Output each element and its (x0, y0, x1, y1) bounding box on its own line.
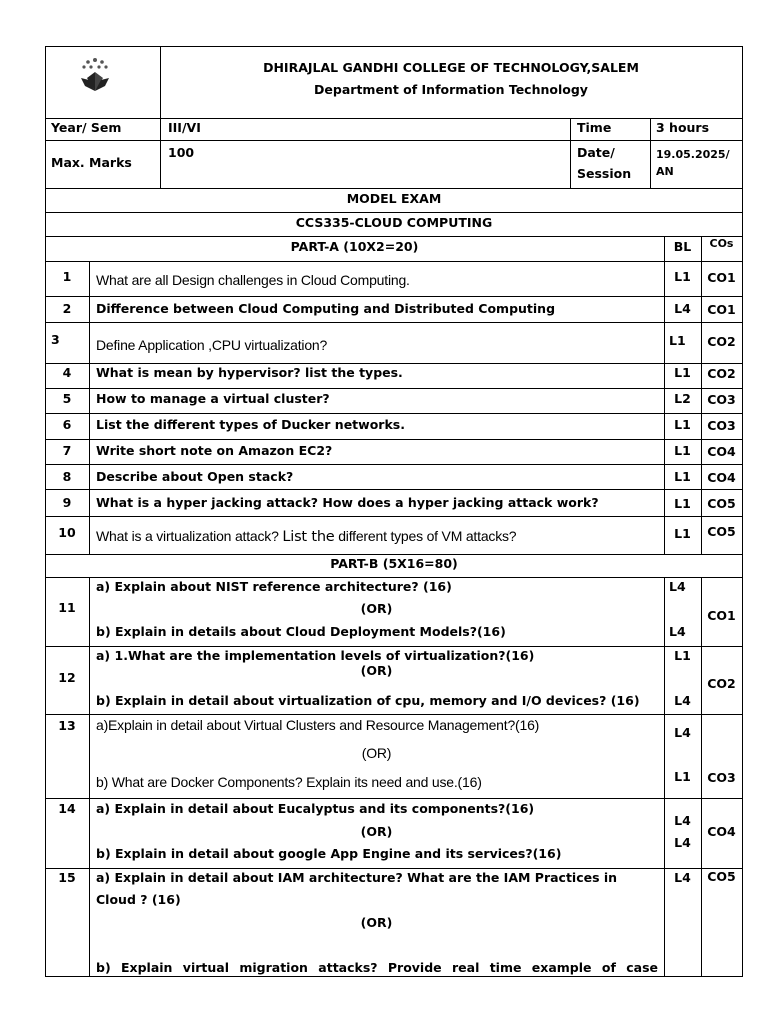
co-value: CO1 (707, 608, 736, 623)
question-text-part: different types of VM attacks? (334, 528, 517, 544)
bl-value: L1 (674, 269, 691, 284)
bl-value: L1 (674, 648, 691, 663)
question-text: What is a hyper jacking attack? How does a hyper jacking attack work? (96, 495, 599, 510)
hline (45, 439, 743, 440)
bl-value: L4 (669, 579, 686, 594)
hline (45, 140, 743, 141)
hline (45, 46, 743, 47)
hline (45, 388, 743, 389)
part-a-heading: PART-A (10X2=20) (290, 239, 419, 254)
course-title: CCS335-CLOUD COMPUTING (295, 215, 493, 230)
hline (45, 554, 743, 555)
question-number: 2 (62, 301, 72, 316)
co-value: CO4 (707, 470, 736, 485)
question-part-a: a) Explain in detail about Eucalyptus and its components?(16) (96, 801, 535, 816)
bl-value: L1 (674, 417, 691, 432)
hline (45, 236, 743, 237)
question-number: 4 (62, 365, 72, 380)
question-number: 12 (58, 670, 76, 685)
vline (89, 261, 90, 555)
question-part-b: b) Explain in detail about virtualization of cpu, memory and I/O devices? (16) (96, 693, 640, 708)
question-text-part: List the (282, 529, 335, 545)
hline (45, 413, 743, 414)
vline (570, 118, 571, 189)
year-sem-value: III/VI (168, 120, 201, 135)
question-text-part: What is a virtualization attack? (96, 528, 283, 544)
co-value: CO4 (707, 444, 736, 459)
question-part-a: a) Explain in detail about IAM architecture? What are the IAM Practices in (96, 870, 618, 885)
bl-value: L1 (674, 443, 691, 458)
hline (45, 868, 743, 869)
table-border-right (742, 46, 743, 977)
bl-header: BL (673, 239, 692, 254)
hline (45, 798, 743, 799)
co-value: CO5 (707, 869, 736, 884)
question-part-b: b) Explain virtual migration attacks? Provide real time example of case (96, 960, 658, 975)
question-number: 8 (62, 469, 72, 484)
co-value: CO2 (707, 676, 736, 691)
hline (45, 212, 743, 213)
or-label: (OR) (360, 824, 393, 839)
or-label: (OR) (360, 915, 393, 930)
question-text: Describe about Open stack? (96, 469, 294, 484)
question-text: What are all Design challenges in Cloud Computing. (96, 272, 410, 288)
date-label: Date/ (577, 145, 615, 160)
hline (45, 577, 743, 578)
or-label: (OR) (360, 663, 393, 678)
co-value: CO4 (707, 824, 736, 839)
part-b-heading: PART-B (5X16=80) (330, 556, 458, 571)
cos-header: COs (709, 237, 734, 250)
question-number: 11 (58, 600, 76, 615)
max-marks-value: 100 (168, 145, 195, 160)
bl-value: L1 (674, 469, 691, 484)
question-part-a: a) 1.What are the implementation levels of virtualization?(16) (96, 648, 535, 663)
question-number: 5 (62, 391, 72, 406)
hline (45, 976, 743, 977)
hline (45, 188, 743, 189)
department-name: Department of Information Technology (314, 82, 588, 97)
bl-value: L1 (674, 496, 691, 511)
question-part-b: b) Explain in details about Cloud Deployment Models?(16) (96, 624, 506, 639)
bl-value: L4 (674, 725, 691, 740)
hline (45, 322, 743, 323)
co-value: CO5 (707, 496, 736, 511)
co-value: CO3 (707, 418, 736, 433)
question-text: Define Application ,CPU virtualization? (96, 337, 328, 353)
hline (45, 646, 743, 647)
question-text: What is mean by hypervisor? list the types. (96, 365, 403, 380)
question-text (96, 529, 516, 546)
hline (45, 516, 743, 517)
session-label: Session (577, 166, 632, 181)
question-number: 15 (58, 870, 76, 885)
question-part-b: b) What are Docker Components? Explain its need and use.(16) (96, 774, 482, 790)
co-value: CO3 (707, 392, 736, 407)
question-part-a: a) Explain about NIST reference architecture? (16) (96, 579, 452, 594)
hline (45, 714, 743, 715)
session-value: AN (656, 165, 674, 178)
hline (45, 261, 743, 262)
bl-value: L4 (674, 301, 691, 316)
vline (650, 118, 651, 189)
question-text: How to manage a virtual cluster? (96, 391, 330, 406)
co-value: CO1 (707, 270, 736, 285)
bl-value: L1 (674, 526, 691, 541)
college-name: DHIRAJLAL GANDHI COLLEGE OF TECHNOLOGY,SALEM (263, 60, 639, 75)
bl-value: L4 (674, 870, 691, 885)
question-part-a: a)Explain in detail about Virtual Clusters and Resource Management?(16) (96, 717, 540, 733)
time-value: 3 hours (656, 120, 710, 135)
co-value: CO5 (707, 524, 736, 539)
or-label: (OR) (361, 745, 392, 761)
question-text: Write short note on Amazon EC2? (96, 443, 333, 458)
bl-value: L4 (674, 813, 691, 828)
question-text: Difference between Cloud Computing and Distributed Computing (96, 301, 556, 316)
time-label: Time (577, 120, 612, 135)
bl-value: L1 (674, 365, 691, 380)
bl-value: L4 (674, 835, 691, 850)
hline (45, 363, 743, 364)
bl-value: L4 (674, 693, 691, 708)
bl-value: L1 (669, 333, 686, 348)
question-number: 13 (58, 718, 76, 733)
college-logo-icon (78, 56, 112, 94)
question-number: 6 (62, 417, 72, 432)
hline (45, 118, 743, 119)
question-number: 10 (58, 525, 76, 540)
table-border-left (45, 46, 46, 977)
bl-value: L2 (674, 391, 691, 406)
question-number: 3 (51, 332, 60, 347)
question-number: 9 (62, 495, 72, 510)
hline (45, 464, 743, 465)
year-sem-label: Year/ Sem (51, 120, 122, 135)
question-part-a-continued: Cloud ? (16) (96, 892, 181, 907)
bl-value: L1 (674, 769, 691, 784)
question-number: 1 (62, 269, 72, 284)
co-value: CO2 (707, 366, 736, 381)
hline (45, 296, 743, 297)
max-marks-label: Max. Marks (51, 155, 132, 170)
question-number: 14 (58, 801, 76, 816)
bl-value: L4 (669, 624, 686, 639)
co-value: CO3 (707, 770, 736, 785)
question-text: List the different types of Ducker networks. (96, 417, 405, 432)
co-value: CO1 (707, 302, 736, 317)
question-part-b: b) Explain in detail about google App Engine and its services?(16) (96, 846, 562, 861)
exam-title: MODEL EXAM (346, 191, 442, 206)
or-label: (OR) (360, 601, 393, 616)
date-value: 19.05.2025/ (656, 148, 730, 161)
question-number: 7 (62, 443, 72, 458)
hline (45, 489, 743, 490)
co-value: CO2 (707, 334, 736, 349)
